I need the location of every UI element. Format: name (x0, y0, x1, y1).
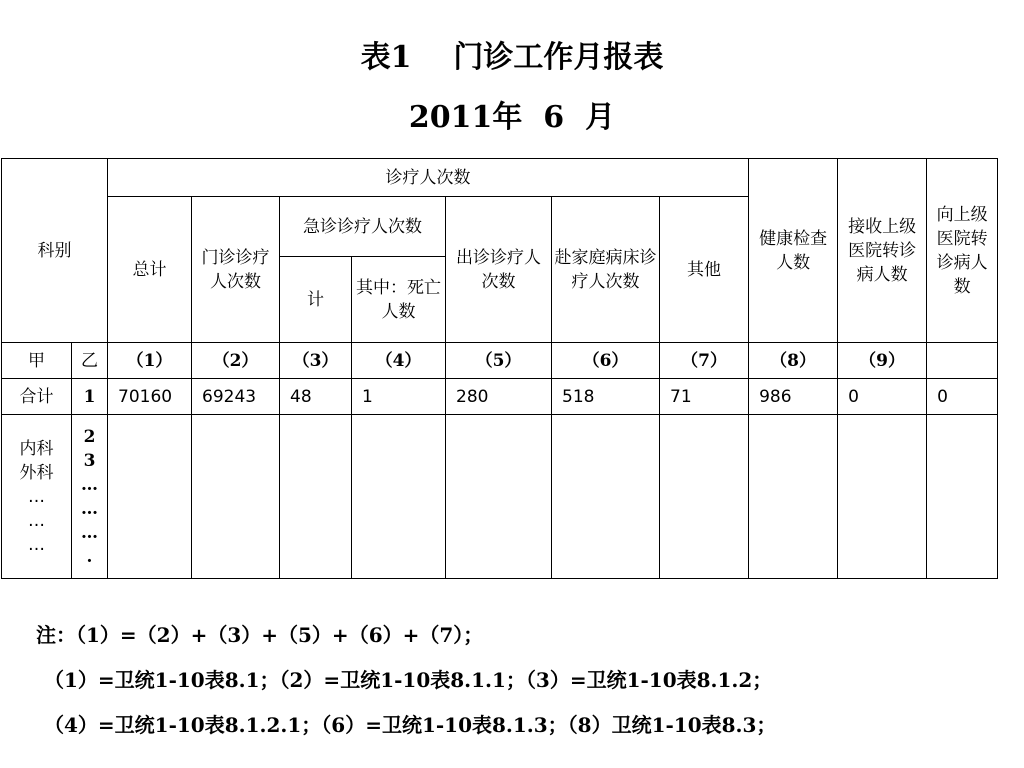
department-index: … (81, 474, 98, 495)
empty-cell (660, 415, 749, 579)
code-row (2, 343, 998, 379)
total-value: 71 (660, 379, 749, 415)
total-value: 0 (838, 379, 927, 415)
total-row (2, 379, 998, 415)
report-title: 表1 门诊工作月报表 (360, 40, 664, 75)
department-index: … (81, 498, 98, 519)
total-index: 1 (72, 379, 108, 415)
empty-cell (838, 415, 927, 579)
department-item: … (28, 486, 45, 507)
header-home-visit: 出诊诊疗人次数 (446, 197, 552, 343)
empty-cell (192, 415, 280, 579)
code-cell: （9） (838, 343, 927, 379)
code-cell: （2） (192, 343, 280, 379)
empty-cell (749, 415, 838, 579)
header-referred-up: 向上级医院转诊病人数 (927, 159, 998, 343)
total-value: 48 (280, 379, 352, 415)
code-cell: （1） (108, 343, 192, 379)
code-cell: （3） (280, 343, 352, 379)
department-item: … (28, 534, 45, 555)
total-value: 69243 (192, 379, 280, 415)
header-received-referrals: 接收上级医院转诊病人数 (838, 159, 927, 343)
department-index: … (81, 522, 98, 543)
header-dept: 科别 (2, 159, 108, 343)
department-list (2, 415, 72, 579)
department-index-list (72, 415, 108, 579)
total-value: 70160 (108, 379, 192, 415)
header-emergency: 急诊诊疗人次数 (280, 197, 446, 257)
report-date: 2011年 6 月 (408, 100, 616, 135)
code-cell (927, 343, 998, 379)
note-mapping-2: （4）=卫统1-10表8.1.2.1；（6）=卫统1-10表8.1.3；（8）卫统1-10表8.3； (44, 713, 777, 737)
total-value: 0 (927, 379, 998, 415)
total-label: 合计 (2, 379, 72, 415)
department-item: 内科 (19, 438, 54, 459)
empty-cell (280, 415, 352, 579)
header-other: 其他 (660, 197, 749, 343)
department-index: 3 (83, 450, 96, 471)
code-cell: 乙 (72, 343, 108, 379)
header-health-check: 健康检查人数 (749, 159, 838, 343)
code-cell: （4） (352, 343, 446, 379)
code-cell: 甲 (2, 343, 72, 379)
header-outpatient: 门诊诊疗人次数 (192, 197, 280, 343)
total-value: 986 (749, 379, 838, 415)
total-value: 280 (446, 379, 552, 415)
empty-cell (552, 415, 660, 579)
department-rows (2, 415, 998, 579)
department-index: 2 (83, 426, 96, 447)
total-value: 1 (352, 379, 446, 415)
empty-cell (108, 415, 192, 579)
total-value: 518 (552, 379, 660, 415)
header-emergency-count: 计 (280, 257, 352, 343)
department-item: 外科 (19, 462, 54, 483)
note-formula: 注：（1）=（2）+（3）+（5）+（6）+（7）； (36, 623, 484, 647)
header-home-bed: 赴家庭病床诊疗人次数 (552, 197, 660, 343)
header-emergency-deaths: 其中：死亡人数 (352, 257, 446, 343)
empty-cell (352, 415, 446, 579)
code-cell: （5） (446, 343, 552, 379)
empty-cell (927, 415, 998, 579)
code-cell: （8） (749, 343, 838, 379)
code-cell: （6） (552, 343, 660, 379)
header-visits-group: 诊疗人次数 (108, 159, 749, 197)
code-cell: （7） (660, 343, 749, 379)
department-index: . (86, 546, 93, 567)
department-item: … (28, 510, 45, 531)
note-mapping-1: （1）=卫统1-10表8.1；（2）=卫统1-10表8.1.1；（3）=卫统1-10表8.1.2； (44, 668, 773, 692)
header-total: 总计 (108, 197, 192, 343)
outpatient-report-table (1, 158, 998, 579)
empty-cell (446, 415, 552, 579)
